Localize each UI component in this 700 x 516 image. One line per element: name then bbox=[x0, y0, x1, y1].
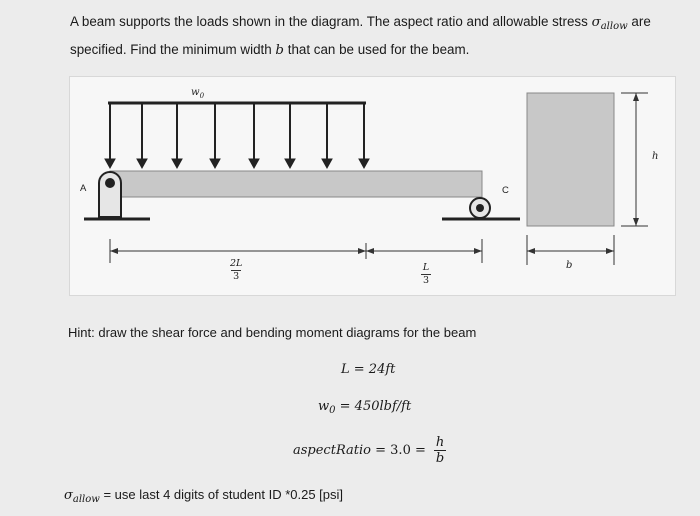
problem-line-2-text: specified. Find the minimum width bbox=[70, 42, 272, 57]
distributed-load bbox=[105, 103, 369, 168]
height-dimension bbox=[621, 93, 648, 226]
beam-diagram bbox=[69, 76, 676, 296]
cross-section bbox=[527, 93, 614, 226]
height-label: h bbox=[652, 151, 659, 162]
roller-support-c bbox=[442, 198, 520, 219]
dim-left-denominator: 3 bbox=[233, 271, 240, 282]
aspect-fraction bbox=[434, 435, 446, 466]
sigma-allow-symbol: $\sigma_{allow}$ bbox=[591, 15, 628, 32]
dim-left-fraction bbox=[230, 259, 242, 282]
length-dimension bbox=[110, 239, 482, 263]
problem-line-1 bbox=[70, 10, 680, 38]
dim-left-numerator: 2L bbox=[230, 258, 243, 269]
problem-line-2 bbox=[70, 38, 680, 62]
support-a-label: A bbox=[80, 183, 87, 194]
load-equation: $w_0 = 450lbf/ft$ bbox=[318, 399, 412, 416]
dim-right-fraction bbox=[421, 263, 431, 286]
aspect-denominator: b bbox=[435, 451, 445, 466]
beam-diagram-svg bbox=[70, 77, 675, 295]
dim-right-denominator: 3 bbox=[422, 275, 430, 286]
length-equation: L = 24ft bbox=[341, 362, 396, 377]
aspect-numerator: h bbox=[435, 435, 445, 450]
problem-line-1-text: A beam supports the loads shown in the diagram. The aspect ratio and allowable stress bbox=[70, 14, 588, 29]
support-c-label: C bbox=[502, 185, 509, 196]
sigma-allow-label: $\sigma_{allow}$ bbox=[64, 488, 100, 505]
allowable-stress-line bbox=[64, 487, 343, 505]
problem-line-1-end: are bbox=[631, 14, 651, 29]
width-variable: b bbox=[275, 43, 284, 58]
dim-right-numerator: L bbox=[422, 262, 430, 273]
problem-line-2-end: that can be used for the beam. bbox=[287, 42, 470, 57]
problem-statement bbox=[70, 10, 680, 62]
width-label: b bbox=[566, 260, 573, 271]
load-label: $w_0$ bbox=[191, 87, 205, 100]
aspect-ratio-equation: aspectRatio = 3.0 = $\frac{h}{b}$ bbox=[293, 435, 445, 466]
allowable-stress-text: = use last 4 digits of student ID *0.25 [psi] bbox=[103, 487, 344, 502]
beam bbox=[110, 171, 482, 197]
hint-text: Hint: draw the shear force and bending moment diagrams for the beam bbox=[68, 325, 477, 340]
